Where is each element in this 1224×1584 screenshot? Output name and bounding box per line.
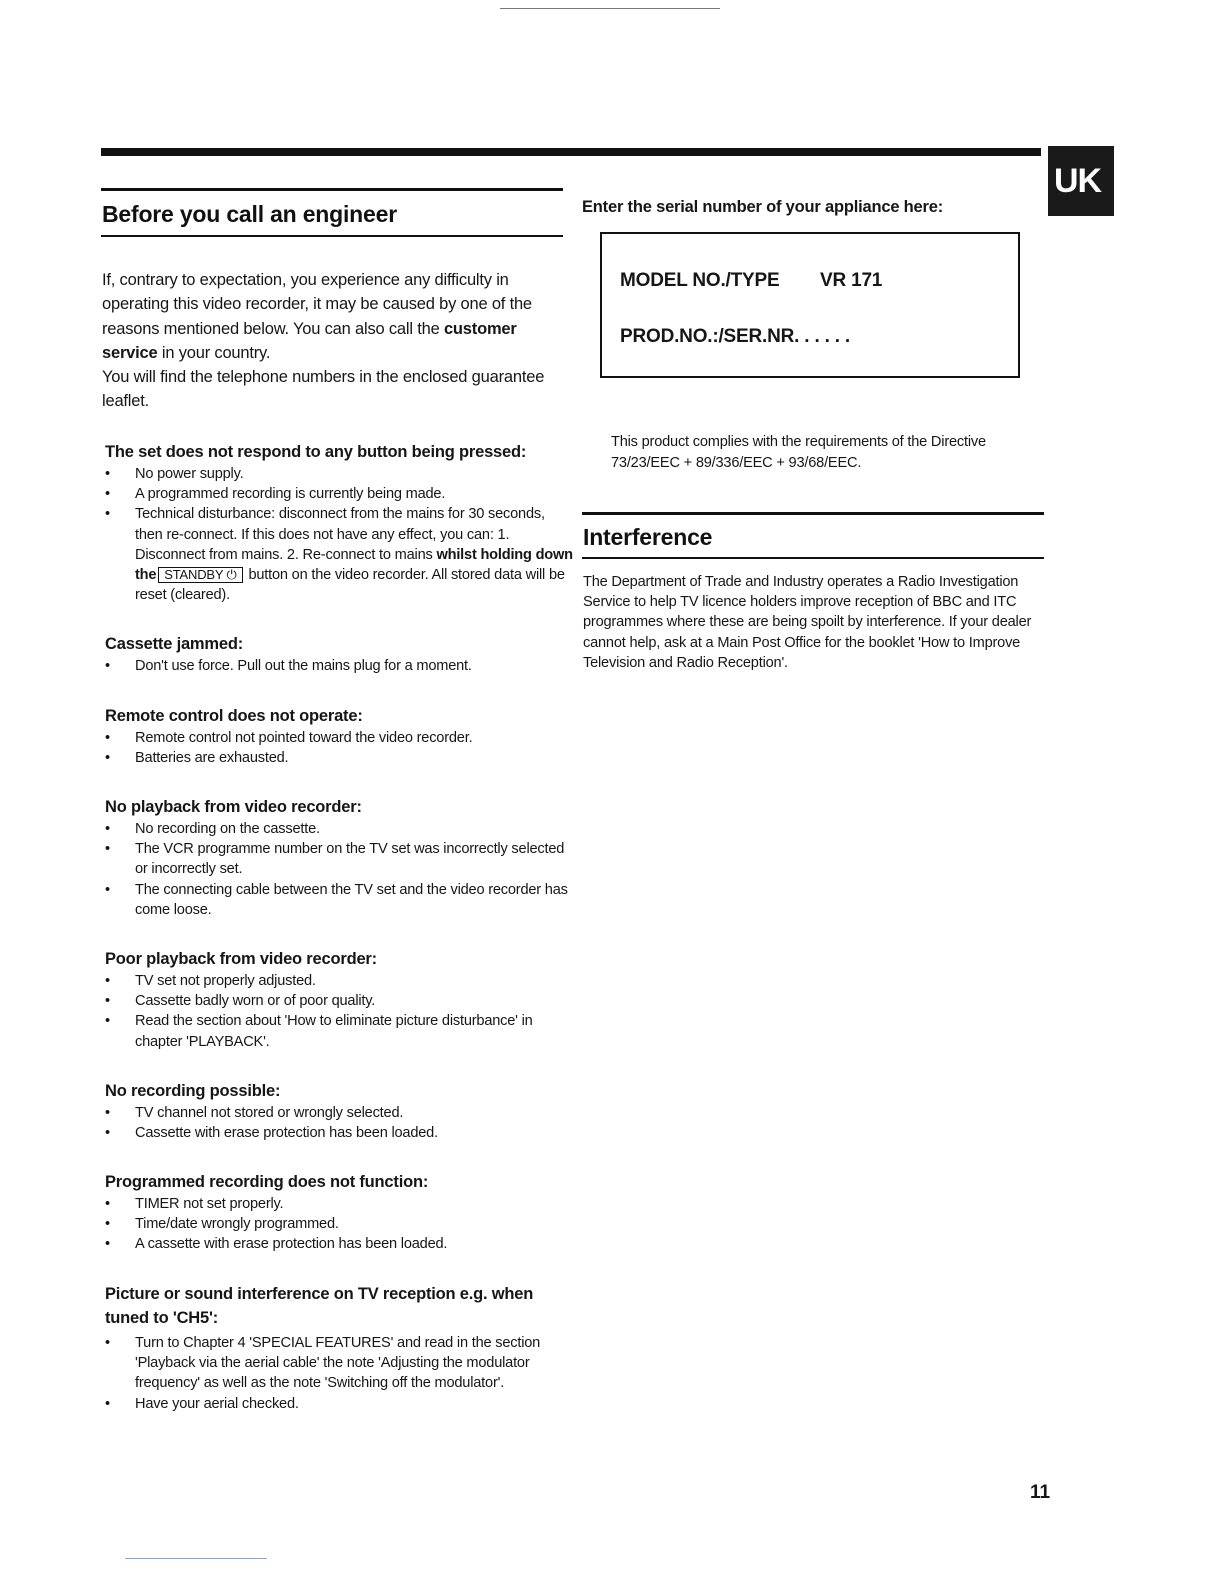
section-no-recording [105, 1080, 575, 1143]
list-item: • The VCR programme number on the TV set was incorrectly selected or incorrectly set. [105, 839, 575, 879]
list-item: • Turn to Chapter 4 'SPECIAL FEATURES' and read in the section 'Playback via the aerial cable' the note 'Adjusting the modulator frequency' as well as the note 'Switching off the modulator'. [105, 1333, 570, 1394]
intro-paragraph-1: If, contrary to expectation, you experience any difficulty in operating this video recorder, it may be caused by one of the reasons mentioned below. You can also call the customer service in your country. [102, 271, 532, 362]
section-title: Remote control does not operate: [105, 707, 363, 725]
list-item: • Technical disturbance: disconnect from the mains for 30 seconds, then re-connect. If this does not have any effect, you can: 1. Disconnect from mains. 2. Re-connect to mains whilst holding down the STANDBY ⏻ button on the video recorder. All stored data will be reset (cleared). [105, 504, 575, 605]
section-cassette-jammed [105, 633, 575, 676]
prod-serial-label: PROD.NO.:/SER.NR. . . . . . [620, 326, 851, 347]
list-item: • Don't use force. Pull out the mains plug for a moment. [105, 656, 575, 676]
list-item: • Read the section about 'How to eliminate picture disturbance' in chapter 'PLAYBACK'. [105, 1011, 575, 1051]
section-remote-control [105, 705, 575, 768]
section-tv-interference [105, 1282, 570, 1414]
page-title: Before you call an engineer [102, 201, 397, 227]
section-title: No playback from video recorder: [105, 798, 362, 816]
interference-rule-bottom [582, 557, 1044, 559]
model-type-label: MODEL NO./TYPE [620, 270, 780, 291]
compliance-statement: This product complies with the requirements of the Directive 73/23/EEC + 89/336/EEC + 93/68/EEC. [611, 434, 986, 471]
page-number: 11 [1030, 1482, 1051, 1503]
section-title: Programmed recording does not function: [105, 1173, 429, 1191]
intro-text [102, 268, 567, 414]
list-item: • No power supply. [105, 464, 575, 484]
section-title: Poor playback from video recorder: [105, 950, 377, 968]
customer-service-emphasis: customer service [102, 319, 517, 362]
list-item: • No recording on the cassette. [105, 819, 575, 839]
language-tab: UK [1048, 146, 1114, 216]
list-item: • Cassette badly worn or of poor quality. [105, 991, 575, 1011]
intro-paragraph-2: You will find the telephone numbers in the enclosed guarantee leaflet. [102, 368, 545, 411]
list-item: • Remote control not pointed toward the video recorder. [105, 728, 575, 748]
list-item: • A cassette with erase protection has been loaded. [105, 1234, 575, 1254]
section-title: Cassette jammed: [105, 635, 244, 653]
list-item: • Time/date wrongly programmed. [105, 1214, 575, 1234]
model-type-value: VR 171 [820, 270, 883, 291]
list-item: • TIMER not set properly. [105, 1194, 575, 1214]
list-item: • TV set not properly adjusted. [105, 971, 575, 991]
serial-number-box [600, 232, 1020, 378]
list-item: • Batteries are exhausted. [105, 748, 575, 768]
scan-artifact [125, 1558, 267, 1559]
section-poor-playback [105, 948, 575, 1052]
heading-rule-bottom [101, 235, 563, 237]
interference-heading: Interference [583, 524, 713, 550]
section-title: The set does not respond to any button being pressed: [105, 443, 527, 461]
top-rule [101, 148, 1041, 156]
list-item: • TV channel not stored or wrongly selected. [105, 1103, 575, 1123]
section-title: No recording possible: [105, 1082, 281, 1100]
heading-rule-top [101, 188, 563, 191]
standby-button-label: STANDBY ⏻ [158, 567, 242, 583]
list-item: • Cassette with erase protection has been loaded. [105, 1123, 575, 1143]
serial-number-label: Enter the serial number of your appliance here: [582, 198, 944, 216]
scan-artifact [500, 8, 720, 9]
section-no-playback [105, 796, 575, 920]
section-title: Picture or sound interference on TV reception e.g. when tuned to 'CH5': [105, 1285, 534, 1327]
list-item: • Have your aerial checked. [105, 1394, 570, 1414]
list-item: • The connecting cable between the TV set and the video recorder has come loose. [105, 880, 575, 920]
interference-text: The Department of Trade and Industry operates a Radio Investigation Service to help TV licence holders improve reception of BBC and ITC programmes where these are being spoilt by interference. If your dealer cannot help, ask at a Main Post Office for the booklet 'How to Improve Television and Radio Reception'. [583, 574, 1032, 671]
list-item: • A programmed recording is currently being made. [105, 484, 575, 504]
section-programmed-recording [105, 1171, 575, 1255]
interference-rule-top [582, 512, 1044, 515]
section-no-response [105, 441, 575, 605]
